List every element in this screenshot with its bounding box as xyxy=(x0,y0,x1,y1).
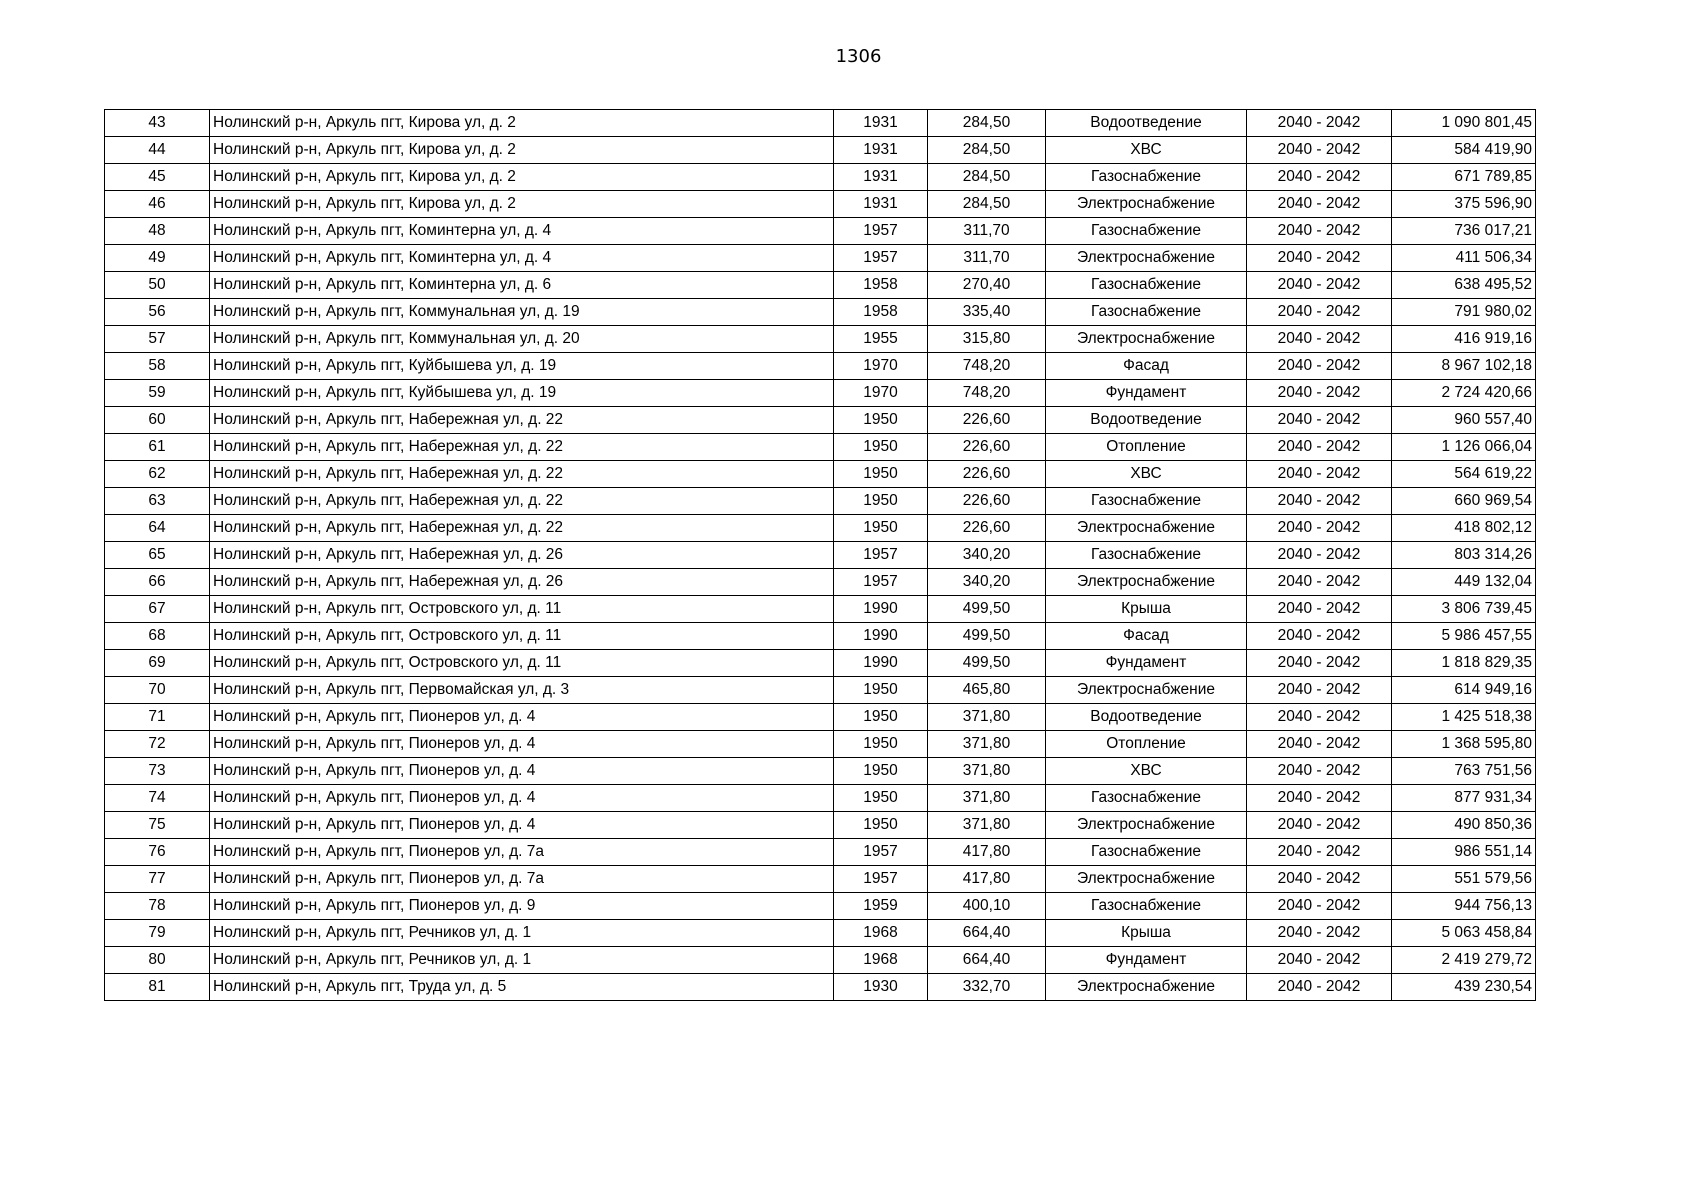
table-row xyxy=(105,812,1536,839)
year-built-cell: 1957 xyxy=(834,542,928,569)
address-cell: Нолинский р-н, Аркуль пгт, Островского ул, д. 11 xyxy=(210,650,834,677)
cost-cell: 2 419 279,72 xyxy=(1392,947,1536,974)
cost-cell: 1 818 829,35 xyxy=(1392,650,1536,677)
address-cell: Нолинский р-н, Аркуль пгт, Кирова ул, д. 2 xyxy=(210,110,834,137)
table-row xyxy=(105,542,1536,569)
cost-cell: 564 619,22 xyxy=(1392,461,1536,488)
row-number-cell: 46 xyxy=(105,191,210,218)
year-built-cell: 1950 xyxy=(834,407,928,434)
work-type-cell: Газоснабжение xyxy=(1046,839,1247,866)
work-type-cell: Крыша xyxy=(1046,596,1247,623)
year-built-cell: 1931 xyxy=(834,191,928,218)
table-row xyxy=(105,839,1536,866)
period-cell: 2040 - 2042 xyxy=(1247,677,1392,704)
row-number-cell: 75 xyxy=(105,812,210,839)
row-number-cell: 81 xyxy=(105,974,210,1001)
address-cell: Нолинский р-н, Аркуль пгт, Коминтерна ул, д. 4 xyxy=(210,245,834,272)
address-cell: Нолинский р-н, Аркуль пгт, Набережная ул, д. 22 xyxy=(210,407,834,434)
cost-cell: 418 802,12 xyxy=(1392,515,1536,542)
area-cell: 335,40 xyxy=(928,299,1046,326)
year-built-cell: 1950 xyxy=(834,704,928,731)
period-cell: 2040 - 2042 xyxy=(1247,974,1392,1001)
area-cell: 748,20 xyxy=(928,353,1046,380)
year-built-cell: 1955 xyxy=(834,326,928,353)
row-number-cell: 43 xyxy=(105,110,210,137)
area-cell: 499,50 xyxy=(928,650,1046,677)
period-cell: 2040 - 2042 xyxy=(1247,920,1392,947)
cost-cell: 5 986 457,55 xyxy=(1392,623,1536,650)
row-number-cell: 45 xyxy=(105,164,210,191)
row-number-cell: 49 xyxy=(105,245,210,272)
cost-cell: 5 063 458,84 xyxy=(1392,920,1536,947)
address-cell: Нолинский р-н, Аркуль пгт, Набережная ул, д. 22 xyxy=(210,434,834,461)
year-built-cell: 1950 xyxy=(834,785,928,812)
address-cell: Нолинский р-н, Аркуль пгт, Пионеров ул, д. 4 xyxy=(210,812,834,839)
table-row xyxy=(105,245,1536,272)
cost-cell: 1 368 595,80 xyxy=(1392,731,1536,758)
table-row xyxy=(105,272,1536,299)
area-cell: 400,10 xyxy=(928,893,1046,920)
area-cell: 417,80 xyxy=(928,839,1046,866)
work-type-cell: Фундамент xyxy=(1046,947,1247,974)
period-cell: 2040 - 2042 xyxy=(1247,110,1392,137)
cost-cell: 671 789,85 xyxy=(1392,164,1536,191)
year-built-cell: 1957 xyxy=(834,866,928,893)
row-number-cell: 66 xyxy=(105,569,210,596)
row-number-cell: 62 xyxy=(105,461,210,488)
work-type-cell: Электроснабжение xyxy=(1046,245,1247,272)
work-type-cell: ХВС xyxy=(1046,461,1247,488)
row-number-cell: 50 xyxy=(105,272,210,299)
row-number-cell: 79 xyxy=(105,920,210,947)
row-number-cell: 58 xyxy=(105,353,210,380)
period-cell: 2040 - 2042 xyxy=(1247,461,1392,488)
table-row xyxy=(105,947,1536,974)
cost-cell: 375 596,90 xyxy=(1392,191,1536,218)
year-built-cell: 1957 xyxy=(834,569,928,596)
area-cell: 315,80 xyxy=(928,326,1046,353)
row-number-cell: 71 xyxy=(105,704,210,731)
table-body xyxy=(105,110,1536,1001)
row-number-cell: 44 xyxy=(105,137,210,164)
period-cell: 2040 - 2042 xyxy=(1247,380,1392,407)
area-cell: 226,60 xyxy=(928,488,1046,515)
work-type-cell: ХВС xyxy=(1046,137,1247,164)
table-row xyxy=(105,704,1536,731)
row-number-cell: 59 xyxy=(105,380,210,407)
period-cell: 2040 - 2042 xyxy=(1247,866,1392,893)
table-row xyxy=(105,407,1536,434)
address-cell: Нолинский р-н, Аркуль пгт, Набережная ул, д. 26 xyxy=(210,542,834,569)
year-built-cell: 1957 xyxy=(834,839,928,866)
address-cell: Нолинский р-н, Аркуль пгт, Пионеров ул, д. 4 xyxy=(210,731,834,758)
work-type-cell: Газоснабжение xyxy=(1046,299,1247,326)
period-cell: 2040 - 2042 xyxy=(1247,785,1392,812)
table-row xyxy=(105,380,1536,407)
work-type-cell: Водоотведение xyxy=(1046,407,1247,434)
address-cell: Нолинский р-н, Аркуль пгт, Коминтерна ул, д. 4 xyxy=(210,218,834,245)
period-cell: 2040 - 2042 xyxy=(1247,191,1392,218)
period-cell: 2040 - 2042 xyxy=(1247,731,1392,758)
year-built-cell: 1990 xyxy=(834,596,928,623)
table-row xyxy=(105,623,1536,650)
work-type-cell: Электроснабжение xyxy=(1046,191,1247,218)
area-cell: 664,40 xyxy=(928,920,1046,947)
year-built-cell: 1950 xyxy=(834,677,928,704)
period-cell: 2040 - 2042 xyxy=(1247,353,1392,380)
period-cell: 2040 - 2042 xyxy=(1247,839,1392,866)
year-built-cell: 1931 xyxy=(834,110,928,137)
table-row xyxy=(105,164,1536,191)
row-number-cell: 80 xyxy=(105,947,210,974)
table-row xyxy=(105,461,1536,488)
period-cell: 2040 - 2042 xyxy=(1247,326,1392,353)
area-cell: 284,50 xyxy=(928,164,1046,191)
repair-schedule-table xyxy=(104,109,1536,1001)
period-cell: 2040 - 2042 xyxy=(1247,623,1392,650)
area-cell: 340,20 xyxy=(928,569,1046,596)
row-number-cell: 57 xyxy=(105,326,210,353)
area-cell: 284,50 xyxy=(928,110,1046,137)
address-cell: Нолинский р-н, Аркуль пгт, Кирова ул, д. 2 xyxy=(210,164,834,191)
work-type-cell: Газоснабжение xyxy=(1046,164,1247,191)
area-cell: 340,20 xyxy=(928,542,1046,569)
period-cell: 2040 - 2042 xyxy=(1247,164,1392,191)
cost-cell: 439 230,54 xyxy=(1392,974,1536,1001)
period-cell: 2040 - 2042 xyxy=(1247,893,1392,920)
address-cell: Нолинский р-н, Аркуль пгт, Куйбышева ул, д. 19 xyxy=(210,380,834,407)
area-cell: 226,60 xyxy=(928,461,1046,488)
cost-cell: 411 506,34 xyxy=(1392,245,1536,272)
table-row xyxy=(105,326,1536,353)
year-built-cell: 1970 xyxy=(834,380,928,407)
period-cell: 2040 - 2042 xyxy=(1247,758,1392,785)
cost-cell: 1 126 066,04 xyxy=(1392,434,1536,461)
work-type-cell: Газоснабжение xyxy=(1046,542,1247,569)
area-cell: 748,20 xyxy=(928,380,1046,407)
area-cell: 226,60 xyxy=(928,407,1046,434)
cost-cell: 584 419,90 xyxy=(1392,137,1536,164)
row-number-cell: 61 xyxy=(105,434,210,461)
address-cell: Нолинский р-н, Аркуль пгт, Набережная ул, д. 22 xyxy=(210,461,834,488)
work-type-cell: Газоснабжение xyxy=(1046,893,1247,920)
address-cell: Нолинский р-н, Аркуль пгт, Пионеров ул, д. 4 xyxy=(210,785,834,812)
row-number-cell: 78 xyxy=(105,893,210,920)
work-type-cell: Электроснабжение xyxy=(1046,866,1247,893)
address-cell: Нолинский р-н, Аркуль пгт, Речников ул, д. 1 xyxy=(210,947,834,974)
row-number-cell: 65 xyxy=(105,542,210,569)
table-row xyxy=(105,866,1536,893)
address-cell: Нолинский р-н, Аркуль пгт, Труда ул, д. 5 xyxy=(210,974,834,1001)
work-type-cell: Электроснабжение xyxy=(1046,569,1247,596)
address-cell: Нолинский р-н, Аркуль пгт, Речников ул, д. 1 xyxy=(210,920,834,947)
year-built-cell: 1950 xyxy=(834,812,928,839)
table-row xyxy=(105,218,1536,245)
period-cell: 2040 - 2042 xyxy=(1247,569,1392,596)
table-row xyxy=(105,758,1536,785)
row-number-cell: 63 xyxy=(105,488,210,515)
row-number-cell: 68 xyxy=(105,623,210,650)
period-cell: 2040 - 2042 xyxy=(1247,542,1392,569)
work-type-cell: Электроснабжение xyxy=(1046,515,1247,542)
cost-cell: 1 090 801,45 xyxy=(1392,110,1536,137)
period-cell: 2040 - 2042 xyxy=(1247,515,1392,542)
address-cell: Нолинский р-н, Аркуль пгт, Набережная ул, д. 22 xyxy=(210,488,834,515)
cost-cell: 986 551,14 xyxy=(1392,839,1536,866)
cost-cell: 877 931,34 xyxy=(1392,785,1536,812)
year-built-cell: 1950 xyxy=(834,758,928,785)
area-cell: 499,50 xyxy=(928,596,1046,623)
year-built-cell: 1990 xyxy=(834,650,928,677)
cost-cell: 614 949,16 xyxy=(1392,677,1536,704)
address-cell: Нолинский р-н, Аркуль пгт, Куйбышева ул, д. 19 xyxy=(210,353,834,380)
work-type-cell: Газоснабжение xyxy=(1046,272,1247,299)
table-row xyxy=(105,569,1536,596)
address-cell: Нолинский р-н, Аркуль пгт, Набережная ул, д. 26 xyxy=(210,569,834,596)
year-built-cell: 1950 xyxy=(834,434,928,461)
table-row xyxy=(105,893,1536,920)
row-number-cell: 69 xyxy=(105,650,210,677)
table-row xyxy=(105,299,1536,326)
table-row xyxy=(105,515,1536,542)
cost-cell: 551 579,56 xyxy=(1392,866,1536,893)
area-cell: 270,40 xyxy=(928,272,1046,299)
work-type-cell: Газоснабжение xyxy=(1046,218,1247,245)
period-cell: 2040 - 2042 xyxy=(1247,704,1392,731)
area-cell: 226,60 xyxy=(928,434,1046,461)
work-type-cell: Водоотведение xyxy=(1046,704,1247,731)
address-cell: Нолинский р-н, Аркуль пгт, Кирова ул, д. 2 xyxy=(210,191,834,218)
area-cell: 371,80 xyxy=(928,704,1046,731)
area-cell: 332,70 xyxy=(928,974,1046,1001)
row-number-cell: 73 xyxy=(105,758,210,785)
cost-cell: 2 724 420,66 xyxy=(1392,380,1536,407)
row-number-cell: 56 xyxy=(105,299,210,326)
year-built-cell: 1950 xyxy=(834,488,928,515)
cost-cell: 1 425 518,38 xyxy=(1392,704,1536,731)
table-row xyxy=(105,677,1536,704)
address-cell: Нолинский р-н, Аркуль пгт, Коммунальная ул, д. 19 xyxy=(210,299,834,326)
year-built-cell: 1930 xyxy=(834,974,928,1001)
period-cell: 2040 - 2042 xyxy=(1247,245,1392,272)
year-built-cell: 1950 xyxy=(834,515,928,542)
year-built-cell: 1958 xyxy=(834,299,928,326)
work-type-cell: Электроснабжение xyxy=(1046,677,1247,704)
work-type-cell: Электроснабжение xyxy=(1046,326,1247,353)
work-type-cell: Фасад xyxy=(1046,623,1247,650)
address-cell: Нолинский р-н, Аркуль пгт, Коминтерна ул, д. 6 xyxy=(210,272,834,299)
table-row xyxy=(105,434,1536,461)
cost-cell: 3 806 739,45 xyxy=(1392,596,1536,623)
address-cell: Нолинский р-н, Аркуль пгт, Островского ул, д. 11 xyxy=(210,623,834,650)
area-cell: 371,80 xyxy=(928,758,1046,785)
area-cell: 465,80 xyxy=(928,677,1046,704)
area-cell: 311,70 xyxy=(928,245,1046,272)
table-row xyxy=(105,731,1536,758)
table-row xyxy=(105,650,1536,677)
area-cell: 499,50 xyxy=(928,623,1046,650)
year-built-cell: 1968 xyxy=(834,947,928,974)
work-type-cell: Электроснабжение xyxy=(1046,974,1247,1001)
cost-cell: 490 850,36 xyxy=(1392,812,1536,839)
period-cell: 2040 - 2042 xyxy=(1247,299,1392,326)
cost-cell: 449 132,04 xyxy=(1392,569,1536,596)
area-cell: 284,50 xyxy=(928,191,1046,218)
year-built-cell: 1957 xyxy=(834,245,928,272)
work-type-cell: Фасад xyxy=(1046,353,1247,380)
year-built-cell: 1970 xyxy=(834,353,928,380)
address-cell: Нолинский р-н, Аркуль пгт, Первомайская ул, д. 3 xyxy=(210,677,834,704)
table-row xyxy=(105,191,1536,218)
period-cell: 2040 - 2042 xyxy=(1247,488,1392,515)
table-row xyxy=(105,596,1536,623)
row-number-cell: 72 xyxy=(105,731,210,758)
area-cell: 417,80 xyxy=(928,866,1046,893)
period-cell: 2040 - 2042 xyxy=(1247,137,1392,164)
cost-cell: 736 017,21 xyxy=(1392,218,1536,245)
row-number-cell: 64 xyxy=(105,515,210,542)
work-type-cell: Крыша xyxy=(1046,920,1247,947)
year-built-cell: 1950 xyxy=(834,461,928,488)
cost-cell: 416 919,16 xyxy=(1392,326,1536,353)
year-built-cell: 1950 xyxy=(834,731,928,758)
work-type-cell: Газоснабжение xyxy=(1046,785,1247,812)
period-cell: 2040 - 2042 xyxy=(1247,812,1392,839)
area-cell: 226,60 xyxy=(928,515,1046,542)
work-type-cell: Водоотведение xyxy=(1046,110,1247,137)
work-type-cell: Электроснабжение xyxy=(1046,812,1247,839)
cost-cell: 763 751,56 xyxy=(1392,758,1536,785)
work-type-cell: Отопление xyxy=(1046,731,1247,758)
table-row xyxy=(105,137,1536,164)
row-number-cell: 67 xyxy=(105,596,210,623)
address-cell: Нолинский р-н, Аркуль пгт, Пионеров ул, д. 4 xyxy=(210,704,834,731)
cost-cell: 791 980,02 xyxy=(1392,299,1536,326)
period-cell: 2040 - 2042 xyxy=(1247,272,1392,299)
row-number-cell: 76 xyxy=(105,839,210,866)
year-built-cell: 1931 xyxy=(834,164,928,191)
year-built-cell: 1957 xyxy=(834,218,928,245)
row-number-cell: 70 xyxy=(105,677,210,704)
cost-cell: 803 314,26 xyxy=(1392,542,1536,569)
table-row xyxy=(105,920,1536,947)
address-cell: Нолинский р-н, Аркуль пгт, Коммунальная ул, д. 20 xyxy=(210,326,834,353)
area-cell: 664,40 xyxy=(928,947,1046,974)
cost-cell: 660 969,54 xyxy=(1392,488,1536,515)
period-cell: 2040 - 2042 xyxy=(1247,650,1392,677)
area-cell: 371,80 xyxy=(928,812,1046,839)
address-cell: Нолинский р-н, Аркуль пгт, Пионеров ул, д. 4 xyxy=(210,758,834,785)
row-number-cell: 74 xyxy=(105,785,210,812)
period-cell: 2040 - 2042 xyxy=(1247,407,1392,434)
row-number-cell: 77 xyxy=(105,866,210,893)
work-type-cell: Фундамент xyxy=(1046,380,1247,407)
row-number-cell: 60 xyxy=(105,407,210,434)
cost-cell: 960 557,40 xyxy=(1392,407,1536,434)
address-cell: Нолинский р-н, Аркуль пгт, Островского ул, д. 11 xyxy=(210,596,834,623)
area-cell: 371,80 xyxy=(928,731,1046,758)
year-built-cell: 1968 xyxy=(834,920,928,947)
cost-cell: 8 967 102,18 xyxy=(1392,353,1536,380)
cost-cell: 638 495,52 xyxy=(1392,272,1536,299)
work-type-cell: ХВС xyxy=(1046,758,1247,785)
address-cell: Нолинский р-н, Аркуль пгт, Пионеров ул, д. 7а xyxy=(210,866,834,893)
table-row xyxy=(105,488,1536,515)
row-number-cell: 48 xyxy=(105,218,210,245)
area-cell: 371,80 xyxy=(928,785,1046,812)
area-cell: 284,50 xyxy=(928,137,1046,164)
year-built-cell: 1990 xyxy=(834,623,928,650)
work-type-cell: Газоснабжение xyxy=(1046,488,1247,515)
period-cell: 2040 - 2042 xyxy=(1247,947,1392,974)
address-cell: Нолинский р-н, Аркуль пгт, Пионеров ул, д. 9 xyxy=(210,893,834,920)
address-cell: Нолинский р-н, Аркуль пгт, Набережная ул, д. 22 xyxy=(210,515,834,542)
table-row xyxy=(105,110,1536,137)
page-number: 1306 xyxy=(835,46,882,67)
year-built-cell: 1959 xyxy=(834,893,928,920)
table-row xyxy=(105,974,1536,1001)
work-type-cell: Отопление xyxy=(1046,434,1247,461)
address-cell: Нолинский р-н, Аркуль пгт, Пионеров ул, д. 7а xyxy=(210,839,834,866)
table-row xyxy=(105,353,1536,380)
address-cell: Нолинский р-н, Аркуль пгт, Кирова ул, д. 2 xyxy=(210,137,834,164)
period-cell: 2040 - 2042 xyxy=(1247,434,1392,461)
year-built-cell: 1931 xyxy=(834,137,928,164)
table-row xyxy=(105,785,1536,812)
period-cell: 2040 - 2042 xyxy=(1247,596,1392,623)
area-cell: 311,70 xyxy=(928,218,1046,245)
year-built-cell: 1958 xyxy=(834,272,928,299)
cost-cell: 944 756,13 xyxy=(1392,893,1536,920)
period-cell: 2040 - 2042 xyxy=(1247,218,1392,245)
work-type-cell: Фундамент xyxy=(1046,650,1247,677)
